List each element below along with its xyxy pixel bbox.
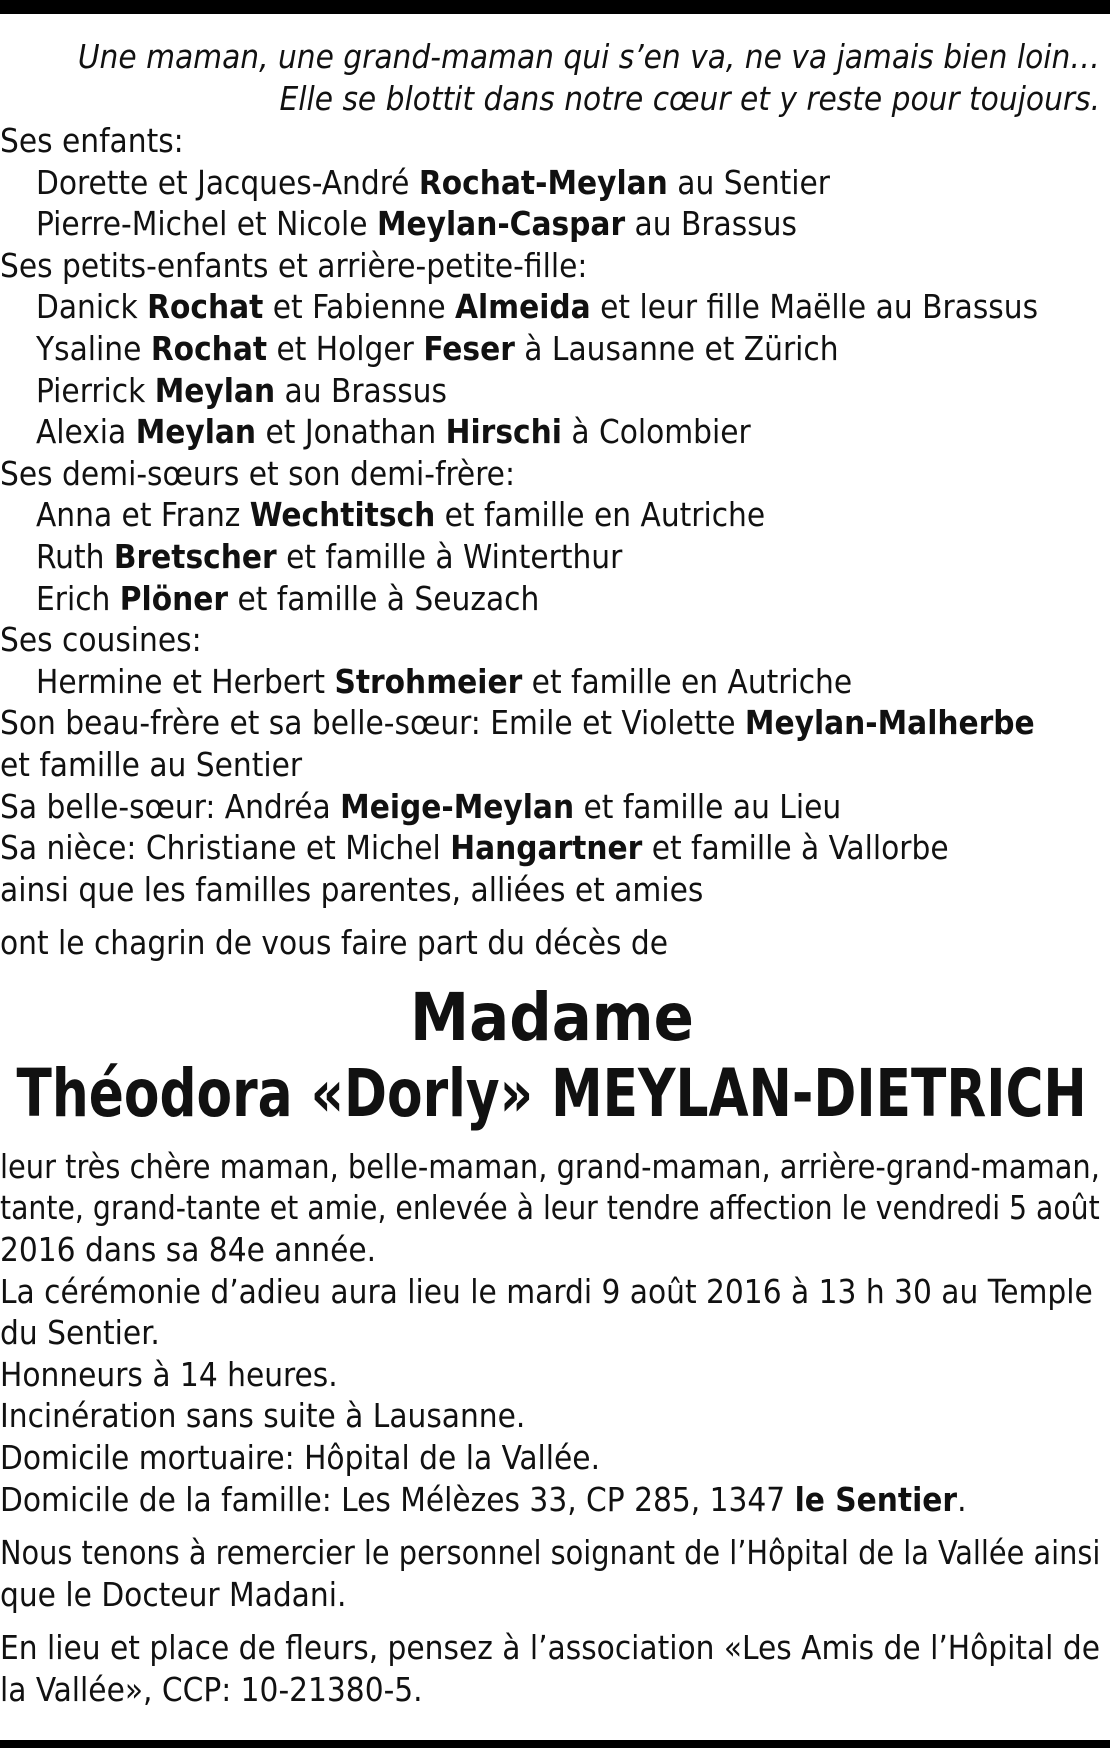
family-member: Danick Rochat et Fabienne Almeida et leur fille Maëlle au Brassus	[36, 287, 1039, 327]
family-member: Hermine et Herbert Strohmeier et famille en Autriche	[36, 661, 853, 701]
family-closing: ainsi que les familles parentes, alliées et amies	[0, 869, 704, 909]
deceased-honorific: Madame	[410, 978, 694, 1056]
donation-paragraph: En lieu et place de fleurs, pensez à l’association «Les Amis de l’Hôpital de la Vallée», CCP: 10-21380-5.	[0, 1628, 1100, 1709]
top-rule	[0, 0, 1110, 14]
family-member: Erich Plöner et famille à Seuzach	[36, 578, 540, 618]
family-member: Ysaline Rochat et Holger Feser à Lausanne et Zürich	[36, 328, 839, 368]
family-member: Dorette et Jacques-André Rochat-Meylan au Sentier	[36, 162, 830, 202]
epigraph	[0, 36, 1104, 120]
family-member: Ruth Bretscher et famille à Winterthur	[36, 536, 623, 576]
family-member: Pierrick Meylan au Brassus	[36, 370, 447, 410]
family-address: Domicile de la famille: Les Mélèzes 33, CP 285, 1347 le Sentier.	[0, 1479, 967, 1519]
family-member: Anna et Franz Wechtitsch et famille en Autriche	[36, 495, 766, 535]
honours-info: Honneurs à 14 heures.	[0, 1354, 338, 1394]
family-list	[0, 120, 1104, 910]
obituary-notice	[0, 36, 1104, 1711]
group-heading: Ses enfants:	[0, 121, 184, 160]
group-heading: Ses petits-enfants et arrière-petite-fille:	[0, 245, 588, 285]
group-heading: Ses demi-sœurs et son demi-frère:	[0, 453, 515, 493]
group-heading: Ses cousines:	[0, 620, 202, 660]
family-member: Sa belle-sœur: Andréa Meige-Meylan et famille au Lieu	[0, 786, 842, 826]
deceased-name: Théodora «Dorly» MEYLAN-DIETRICH	[16, 1054, 1088, 1132]
mortuary-address: Domicile mortuaire: Hôpital de la Vallée.	[0, 1438, 600, 1478]
family-member: Son beau-frère et sa belle-sœur: Emile et Violette Meylan-Malherbe	[0, 703, 1035, 743]
family-member: et famille au Sentier	[0, 744, 303, 784]
details-paragraph: leur très chère maman, belle-maman, grand-maman, arrière-grand-maman, tante, grand-tante et amie, enlevée à leur tendre affection le vendredi 5 août 2016 dans sa 84e année. La cérémonie d’adieu aura lieu le mardi 9 août 2016 à 13 h 30 au Temple du Sentier. Honneurs à 14 heures. Incinération sans suite à Lausanne. Domicile mortuaire: Hôpital de la Vallée. Domicile de la famille: Les Mélèzes 33, CP 285, 1347 le Sentier.	[0, 1146, 1104, 1520]
family-member: Pierre-Michel et Nicole Meylan-Caspar au Brassus	[36, 204, 797, 244]
ceremony-info: La cérémonie d’adieu aura lieu le mardi 9 août 2016 à 13 h 30 au Temple	[0, 1271, 1093, 1311]
family-member: Alexia Meylan et Jonathan Hirschi à Colombier	[36, 412, 751, 452]
family-member: Sa nièce: Christiane et Michel Hangartner et famille à Vallorbe	[0, 828, 949, 868]
cremation-info: Incinération sans suite à Lausanne.	[0, 1396, 526, 1436]
announcement: ont le chagrin de vous faire part du décès de	[0, 923, 669, 963]
epigraph-line: Une maman, une grand-maman qui s’en va, ne va jamais bien loin…	[77, 37, 1100, 76]
bottom-rule	[0, 1740, 1110, 1748]
thanks-paragraph: Nous tenons à remercier le personnel soignant de l’Hôpital de la Vallée ainsi que le Docteur Madani.	[0, 1533, 1101, 1614]
epigraph-line: Elle se blottit dans notre cœur et y reste pour toujours.	[279, 79, 1100, 118]
